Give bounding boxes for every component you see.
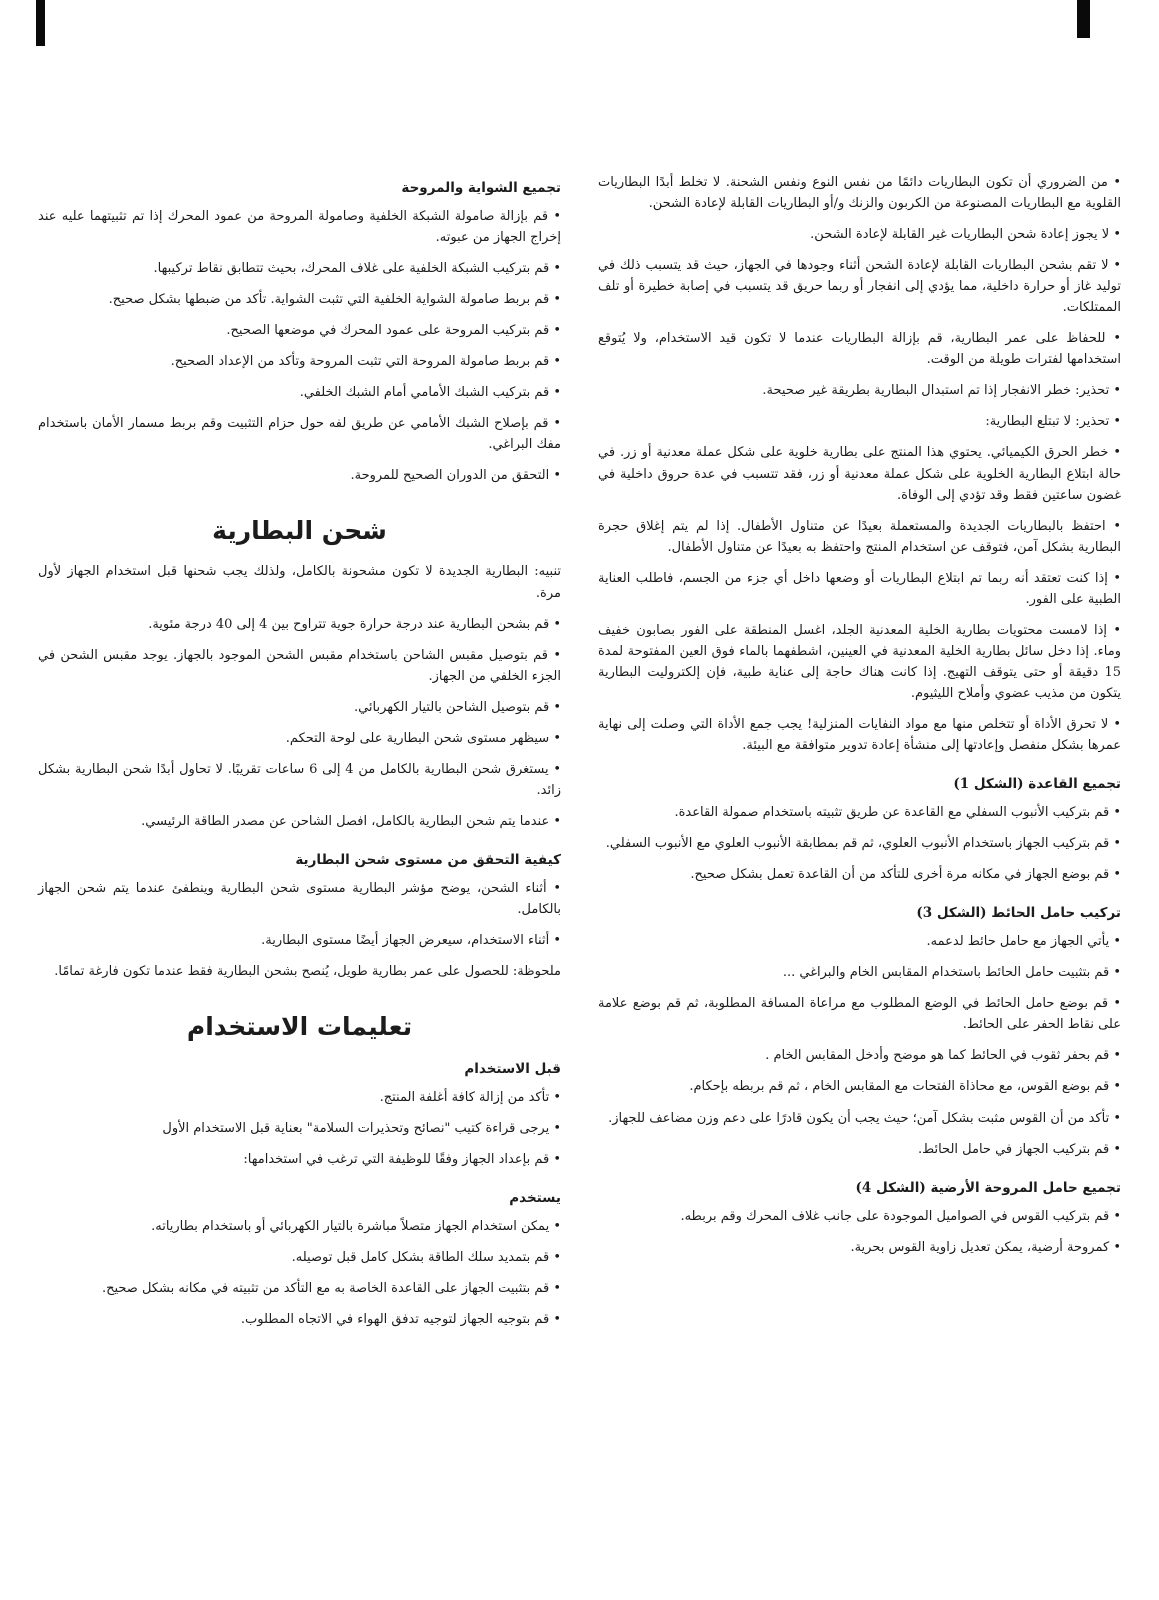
bullet-item: • قم بإصلاح الشبك الأمامي عن طريق لفه حول حزام التثبيت وقم بربط مسمار الأمان باستخدام مفك البراغي. [38,416,561,453]
bullet-item: • قم بربط صامولة المروحة التي تثبت المروحة وتأكد من الإعداد الصحيح. [170,354,561,370]
bullet-item: • قم بتمديد سلك الطاقة بشكل كامل قبل توصيله. [291,1250,561,1266]
bullet-item: • يرجى قراءة كتيب "نصائح وتحذيرات السلامة" بعناية قبل الاستخدام الأول [162,1121,561,1137]
bullet-item: • قم بتركيب القوس في الصواميل الموجودة على جانب غلاف المحرك وقم بربطه. [680,1208,1121,1224]
bullet-item: • يمكن استخدام الجهاز متصلاً مباشرة بالتيار الكهربائي أو باستخدام بطارياته. [151,1219,561,1235]
bullet-item: • أثناء الشحن، يوضح مؤشر البطارية مستوى شحن البطارية وينطفئ عندما يتم شحن الجهاز بالكامل. [38,880,561,917]
bullet-item: • قم بتثبيت حامل الحائط باستخدام المقابس الخام والبراغي ... [782,965,1121,981]
paragraph: ملحوظة: للحصول على عمر بطارية طويل، يُنصح بشحن البطارية فقط عندما تكون فارغة تمامًا. [54,964,561,980]
bullet-item: • كمروحة أرضية، يمكن تعديل زاوية القوس بحرية. [850,1239,1121,1255]
bullet-item: • عندما يتم شحن البطارية بالكامل، افصل الشاحن عن مصدر الطاقة الرئيسي. [141,813,561,829]
subsection-heading: تجميع القاعدة (الشكل 1) [953,776,1121,793]
bullet-item: • إذا لامست محتويات بطارية الخلية المعدنية الجلد، اغسل المنطقة على الفور بصابون خفيف وماء. إذا دخل سائل بطارية الخلية المعدنية في العينين، اشطفهما بالماء فوق العين المفتوحة لمدة 15 دقيقة أو حتى يتوقف التهيج. إذا كانت هناك حاجة إلى عناية طبية، فإن إلكتروليت البطارية يتكون من مذيب عضوي وأملاح الليثيوم. [598,622,1121,701]
bullet-item: • قم بتركيب الأنبوب السفلي مع القاعدة عن طريق تثبيته باستخدام صمولة القاعدة. [674,805,1121,821]
bullet-item: • إذا كنت تعتقد أنه ربما تم ابتلاع البطاريات أو وضعها داخل أي جزء من الجسم، فاطلب العناية الطبية على الفور. [598,570,1121,607]
section-title: تعليمات الاستخدام [186,1012,413,1042]
subsection-heading: تجميع حامل المروحة الأرضية (الشكل 4) [855,1179,1121,1196]
subsection-heading: كيفية التحقق من مستوى شحن البطارية [295,851,561,868]
crop-mark-top-right [1077,0,1090,38]
bullet-item: • تأكد من إزالة كافة أغلفة المنتج. [379,1090,561,1106]
bullet-item: • قم بتوجيه الجهاز لتوجيه تدفق الهواء في الاتجاه المطلوب. [240,1312,561,1328]
subsection-heading: تجميع الشواية والمروحة [401,180,561,196]
subsection-heading: تركيب حامل الحائط (الشكل 3) [916,905,1121,922]
left-column [38,160,561,1340]
bullet-item: • قم بربط صامولة الشواية الخلفية التي تثبت الشواية. تأكد من ضبطها بشكل صحيح. [108,292,561,308]
bullet-item: • للحفاظ على عمر البطارية، قم بإزالة البطاريات عندما لا تكون قيد الاستخدام، ولا يُتوقع استخدامها لفترات طويلة من الوقت. [598,331,1121,368]
bullet-item: • لا تحرق الأداة أو تتخلص منها مع مواد النفايات المنزلية! يجب جمع الأداة التي وصلت إلى نهاية عمرها بشكل منفصل وإعادتها إلى منشأة إعادة تدوير متوافقة مع البيئة. [598,716,1121,754]
bullet-item: • قم بوضع الجهاز في مكانه مرة أخرى للتأكد من أن القاعدة تعمل بشكل صحيح. [690,867,1121,883]
bullet-item: • أثناء الاستخدام، سيعرض الجهاز أيضًا مستوى البطارية. [261,933,561,949]
bullet-item: • قم بتوصيل الشاحن بالتيار الكهربائي. [353,699,561,715]
section-title: شحن البطارية [212,516,387,546]
subsection-heading: يستخدم [509,1190,561,1207]
bullet-item: • قم بتوصيل مقبس الشاحن باستخدام مقبس الشحن الموجود بالجهاز. يوجد مقبس الشحن في الجزء الخلفي من الجهاز. [38,647,561,684]
bullet-item: • لا تقم بشحن البطاريات القابلة لإعادة الشحن أثناء وجودها في الجهاز، حيث قد يتسبب ذلك في توليد غاز أو حرارة داخلية، مما يؤدي إلى انفجار أو ربما حريق قد يتسبب في إصابة خطيرة أو تلف الممتلكات. [598,258,1121,316]
bullet-item: • يأتي الجهاز مع حامل حائط لدعمه. [926,934,1121,950]
bullet-item: • سيظهر مستوى شحن البطارية على لوحة التحكم. [285,730,561,746]
bullet-item: • قم بتثبيت الجهاز على القاعدة الخاصة به مع التأكد من تثبيته في مكانه بشكل صحيح. [101,1281,561,1297]
bullet-item: • التحقق من الدوران الصحيح للمروحة. [350,468,561,484]
bullet-item: • تحذير: خطر الانفجار إذا تم استبدال البطارية بطريقة غير صحيحة. [762,383,1121,399]
bullet-item: • من الضروري أن تكون البطاريات دائمًا من نفس النوع ونفس الشحنة. لا تخلط أبدًا البطاريات القلوية مع البطاريات المصنوعة من الكربون والزنك و/أو البطاريات القابلة لإعادة الشحن. [598,175,1121,212]
bullet-item: • تأكد من أن القوس مثبت بشكل آمن؛ حيث يجب أن يكون قادرًا على دعم وزن مضاعف للجهاز. [608,1110,1121,1126]
bullet-item: • قم بوضع حامل الحائط في الوضع المطلوب مع مراعاة المسافة المطلوبة، ثم قم بوضع علامة على نقاط الحفر على الحائط. [598,996,1121,1033]
bullet-item: • خطر الحرق الكيميائي. يحتوي هذا المنتج على بطارية خلوية على شكل عملة معدنية أو زر. في حالة ابتلاع البطارية الخلوية على شكل عملة معدنية أو زر، فقد تتسبب في عدة حروق داخلية في غضون ساعتين فقط وقد تؤدي إلى الوفاة. [598,445,1121,503]
bullet-item: • قم بحفر ثقوب في الحائط كما هو موضح وأدخل المقابس الخام . [765,1048,1121,1064]
bullet-item: • قم بتركيب الجهاز باستخدام الأنبوب العلوي، ثم قم بمطابقة الأنبوب العلوي مع الأنبوب السفلي. [605,836,1121,852]
bullet-item: • قم بوضع القوس، مع محاذاة الفتحات مع المقابس الخام ، ثم قم بربطه بإحكام. [689,1079,1121,1095]
bullet-item: • يستغرق شحن البطارية بالكامل من 4 إلى 6 ساعات تقريبًا. لا تحاول أبدًا شحن البطارية بشكل زائد. [38,761,561,798]
bullet-item: • قم بشحن البطارية عند درجة حرارة جوية تتراوح بين 4 إلى 40 درجة مئوية. [148,616,561,632]
crop-mark-top-left [36,0,45,46]
bullet-item: • قم بتركيب الشبكة الخلفية على غلاف المحرك، بحيث تتطابق نقاط تركيبها. [153,261,561,277]
right-column [598,160,1121,1340]
paragraph: تنبيه: البطارية الجديدة لا تكون مشحونة بالكامل، ولذلك يجب شحنها قبل استخدام الجهاز لأول مرة. [38,564,561,601]
bullet-item: • قم بإزالة صامولة الشبكة الخلفية وصامولة المروحة من عمود المحرك إذا تم تثبيتهما عليه عند إخراج الجهاز من عبوته. [38,209,561,246]
bullet-item: • لا يجوز إعادة شحن البطاريات غير القابلة لإعادة الشحن. [810,227,1121,243]
bullet-item: • قم بتركيب الشبك الأمامي أمام الشبك الخلفي. [299,385,561,401]
bullet-item: • تحذير: لا تبتلع البطارية: [985,414,1121,430]
bullet-item: • قم بإعداد الجهاز وفقًا للوظيفة التي ترغب في استخدامها: [243,1152,561,1168]
subsection-heading: قبل الاستخدام [464,1061,561,1078]
bullet-item: • قم بتركيب الجهاز في حامل الحائط. [918,1141,1121,1157]
bullet-item: • قم بتركيب المروحة على عمود المحرك في موضعها الصحيح. [226,323,561,339]
bullet-item: • احتفظ بالبطاريات الجديدة والمستعملة بعيدًا عن متناول الأطفال. إذا لم يتم إغلاق حجرة البطارية بشكل آمن، فتوقف عن استخدام المنتج واحتفظ به بعيدًا عن متناول الأطفال. [598,518,1121,555]
